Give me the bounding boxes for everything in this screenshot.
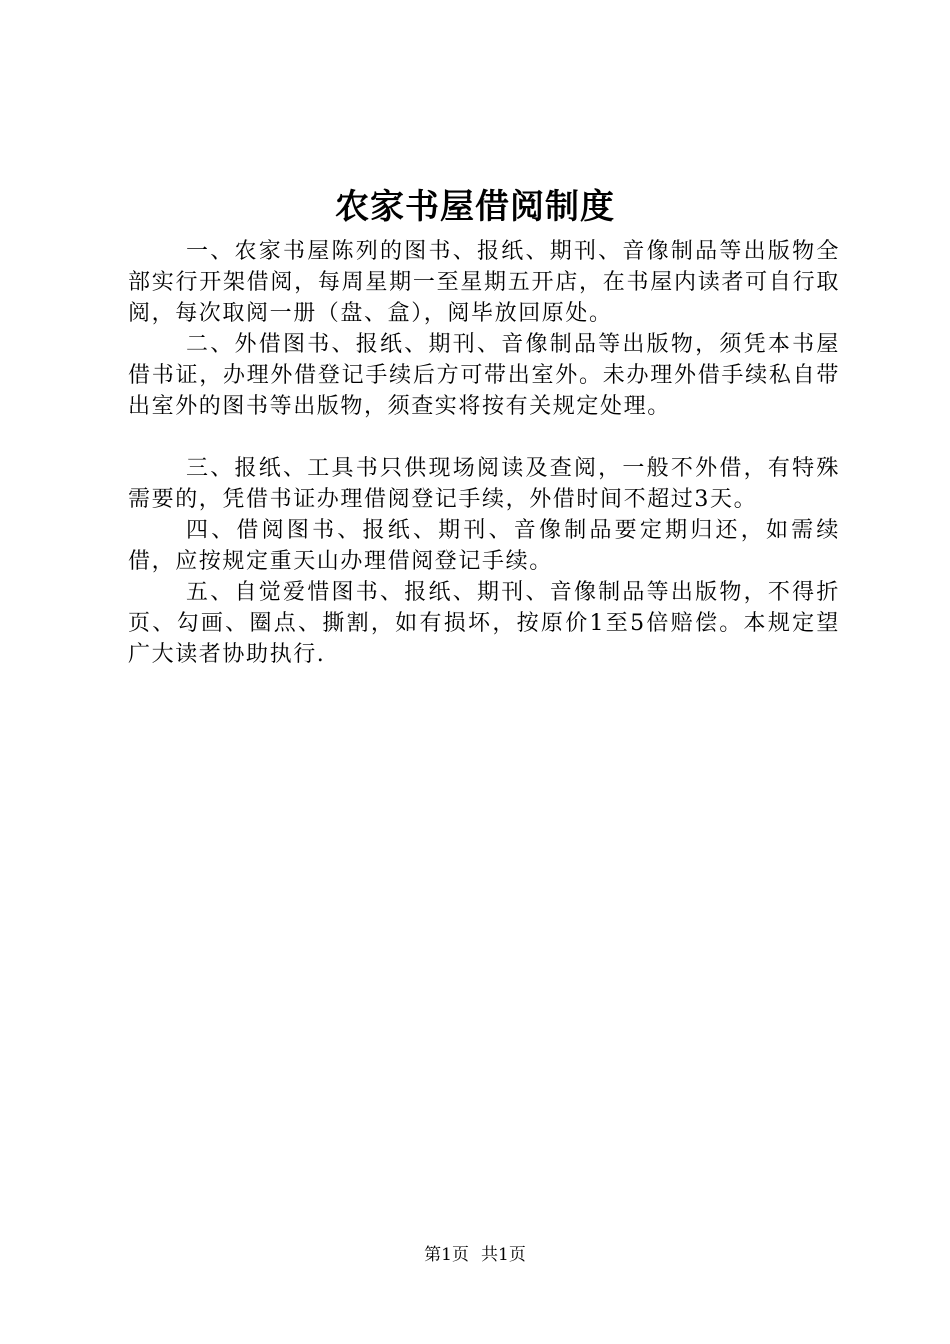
paragraph-1: 一、农家书屋陈列的图书、报纸、期刊、音像制品等出版物全部实行开架借阅，每周星期一至星期五开店，在书屋内读者可自行取阅，每次取阅一册（盘、盒），阅毕放回原处。 <box>128 239 840 326</box>
paragraph-5: 五、自觉爱惜图书、报纸、期刊、音像制品等出版物，不得折页、勾画、圈点、撕割，如有损坏，按原价1至5倍赔偿。本规定望广大读者协助执行. <box>128 580 840 667</box>
paragraph-2: 二、外借图书、报纸、期刊、音像制品等出版物，须凭本书屋借书证，办理外借登记手续后方可带出室外。未办理外借手续私自带出室外的图书等出版物，须查实将按有关规定处理。 <box>128 332 840 419</box>
document-body <box>128 236 840 670</box>
document-title: 农家书屋借阅制度 <box>335 187 615 227</box>
page-footer <box>0 1243 950 1267</box>
page-total: 共1页 <box>481 1245 526 1265</box>
paragraph-3: 三、报纸、工具书只供现场阅读及查阅，一般不外借，有特殊需要的，凭借书证办理借阅登记手续，外借时间不超过3天。 <box>128 456 840 512</box>
paragraph-4: 四、借阅图书、报纸、期刊、音像制品要定期归还，如需续借，应按规定重天山办理借阅登记手续。 <box>128 518 840 574</box>
page-number: 第1页 <box>424 1245 469 1265</box>
